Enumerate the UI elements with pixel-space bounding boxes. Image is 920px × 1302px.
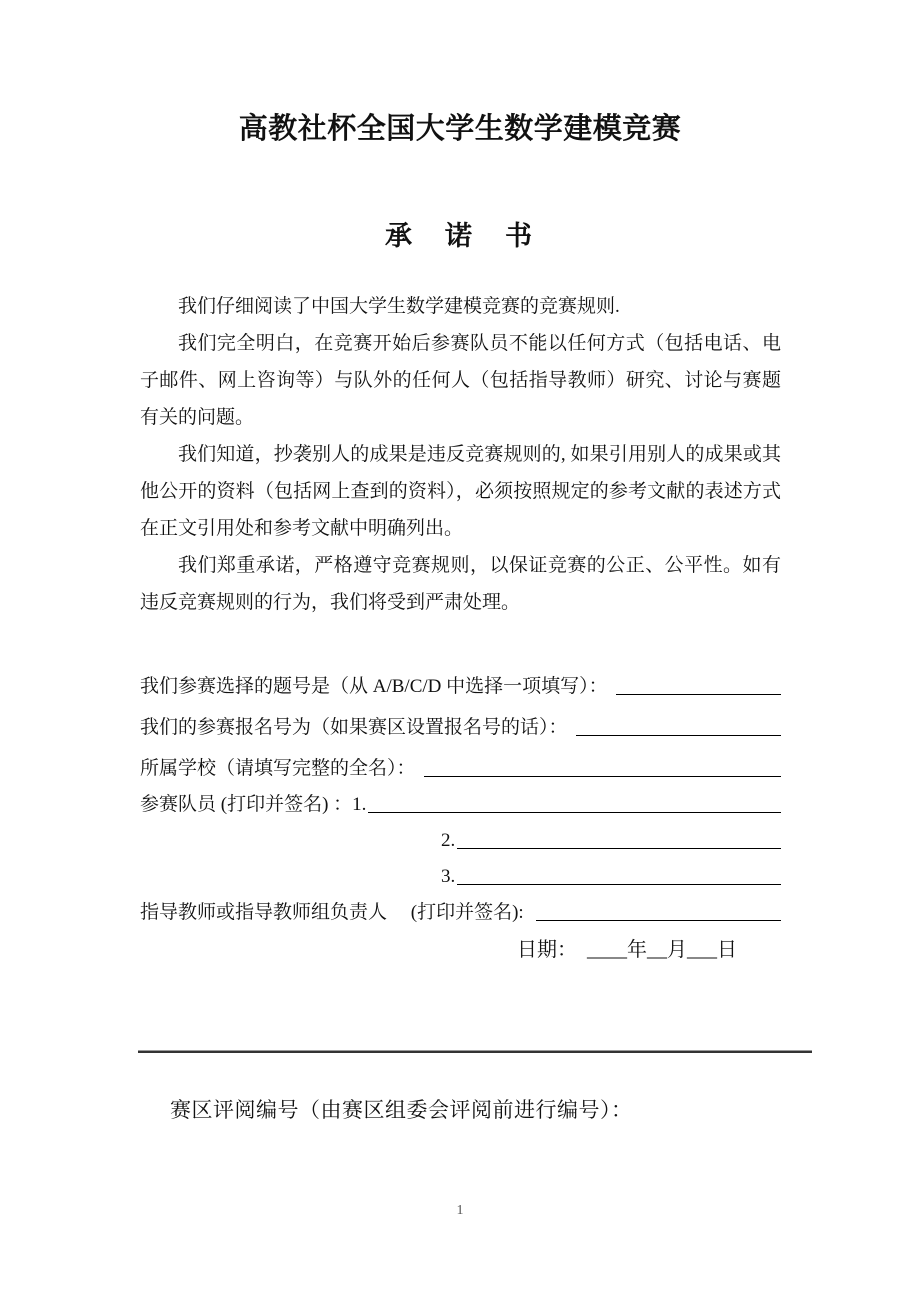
member-signature-blank-1[interactable] — [368, 788, 781, 813]
paragraph-solemn-promise: 我们郑重承诺，严格遵守竞赛规则，以保证竞赛的公正、公平性。如有违反竞赛规则的行为，我们将受到严肃处理。 — [140, 555, 781, 613]
member-number-3: 3. — [441, 866, 456, 887]
date-line: 日期： ____年__月___日 — [517, 939, 737, 961]
team-member-line-3 — [140, 852, 781, 888]
review-number-label: 赛区评阅编号（由赛区组委会评阅前进行编号）： — [170, 1098, 633, 1122]
school-name-label: 所属学校（请填写完整的全名）： — [140, 758, 416, 779]
paragraph-no-outside-contact: 我们完全明白，在竞赛开始后参赛队员不能以任何方式（包括电话、电子邮件、网上咨询等）与队外的任何人（包括指导教师）研究、讨论与赛题有关的问题。 — [140, 333, 781, 428]
page-title: 高教社杯全国大学生数学建模竞赛 — [238, 113, 682, 145]
team-members-label: 参赛队员 (打印并签名) ： — [140, 794, 353, 815]
problem-number-blank[interactable] — [616, 670, 781, 695]
advisor-label: 指导教师或指导教师组负责人 (打印并签名): — [140, 902, 529, 923]
advisor-line — [140, 888, 781, 924]
member-signature-blank-2[interactable] — [457, 824, 781, 849]
team-member-line-2 — [140, 816, 781, 852]
problem-number-line — [140, 657, 781, 698]
school-name-line — [140, 739, 781, 780]
school-name-blank[interactable] — [424, 752, 781, 777]
section-divider — [138, 1050, 812, 1053]
doc-subtitle: 承 诺 书 — [385, 221, 535, 251]
registration-number-blank[interactable] — [576, 711, 781, 736]
member-number-1: 1. — [352, 794, 367, 815]
registration-number-line — [140, 698, 781, 739]
paragraph-rules-read: 我们仔细阅读了中国大学生数学建模竞赛的竞赛规则. — [178, 296, 620, 317]
member-number-2: 2. — [441, 830, 456, 851]
advisor-signature-blank[interactable] — [536, 896, 781, 921]
form-section — [140, 657, 781, 924]
paragraph-no-plagiarism: 我们知道，抄袭别人的成果是违反竞赛规则的, 如果引用别人的成果或其他公开的资料（包括网上查到的资料），必须按照规定的参考文献的表述方式在正文引用处和参考文献中明确列出。 — [140, 444, 781, 539]
team-member-line-1 — [140, 780, 781, 816]
page-number: 1 — [456, 1203, 464, 1218]
member-signature-blank-3[interactable] — [457, 860, 781, 885]
problem-number-label: 我们参赛选择的题号是（从 A/B/C/D 中选择一项填写）： — [140, 676, 608, 697]
registration-number-label: 我们的参赛报名号为（如果赛区设置报名号的话）： — [140, 717, 568, 738]
body-paragraphs — [140, 288, 781, 621]
